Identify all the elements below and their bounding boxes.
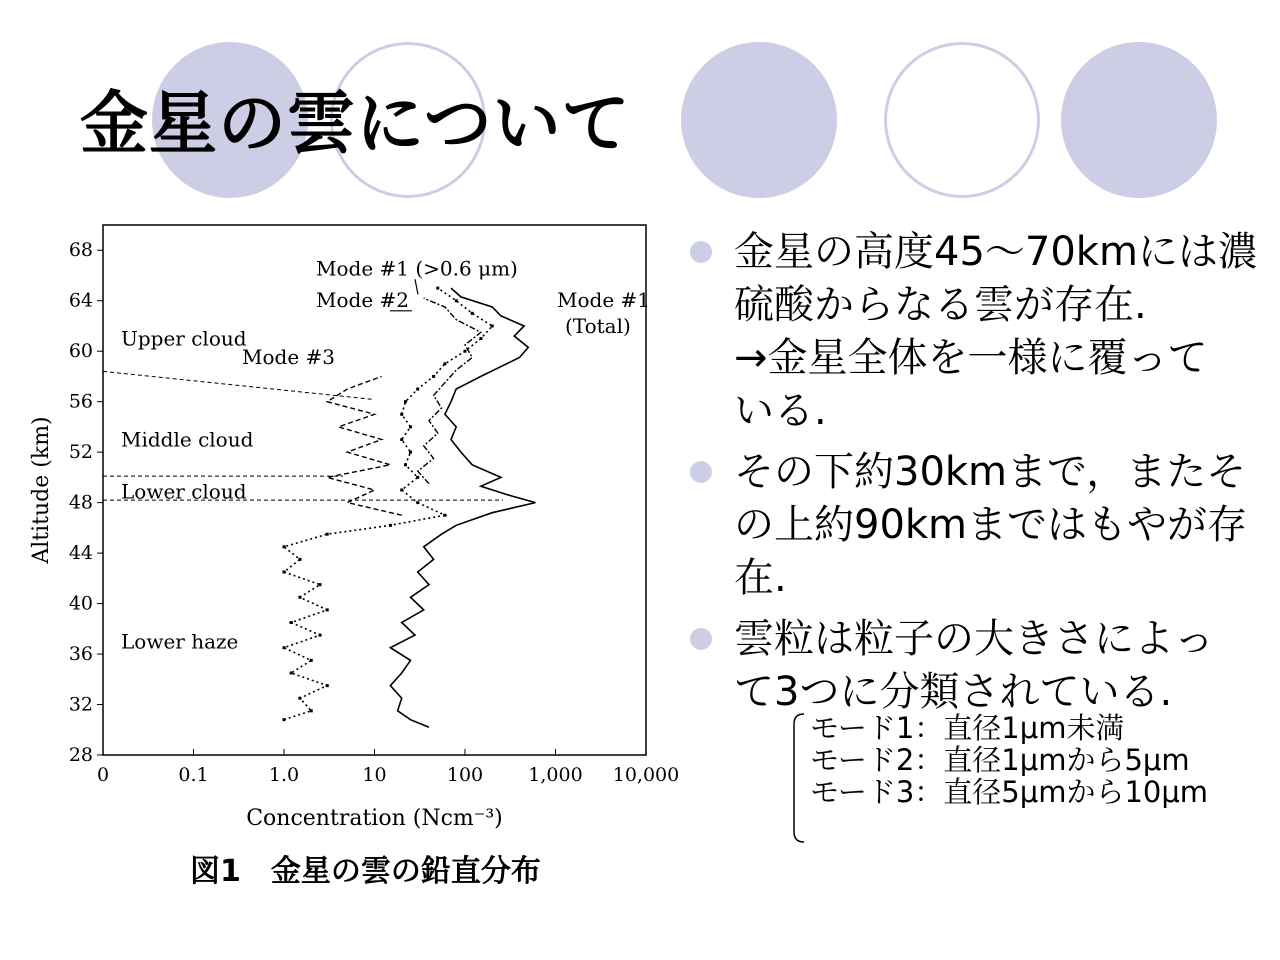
mode-list <box>790 712 1208 808</box>
series-point <box>455 299 458 302</box>
y-tick-label: 68 <box>68 239 93 262</box>
series-point <box>310 709 313 712</box>
bullet-line: いる. <box>734 388 827 434</box>
series-point <box>404 463 407 466</box>
slide-title: 金星の雲について <box>80 85 631 164</box>
series-point <box>319 634 322 637</box>
annotation-label: Mode #1 (>0.6 μm) <box>316 256 518 281</box>
x-tick-label: 0.1 <box>178 764 209 786</box>
mode-item-3: モード3：直径5μmから10μm <box>810 775 1209 809</box>
bullet-line: その下約30kmまで，またそ <box>734 449 1247 495</box>
series-point <box>389 524 392 527</box>
bullet-item-2 <box>690 446 1260 605</box>
series-point <box>298 697 301 700</box>
bullet-line: て3つに分類されている. <box>734 669 1173 715</box>
y-tick-label: 44 <box>68 542 93 565</box>
decor-circle-5 <box>1061 42 1217 198</box>
series-point <box>471 312 474 315</box>
bullet-item-1 <box>690 226 1260 438</box>
y-tick-label: 48 <box>68 491 93 514</box>
region-label: Lower cloud <box>121 479 247 504</box>
x-axis-label: Concentration (Ncm⁻³) <box>246 806 503 831</box>
series-point <box>443 362 446 365</box>
y-tick-label: 60 <box>68 340 93 363</box>
bullet-line: 雲粒は粒子の大きさによっ <box>734 616 1214 662</box>
x-tick-label: 100 <box>446 764 484 786</box>
annotation-label: Mode #1 (Total) <box>557 288 650 339</box>
bullet-dot-icon <box>690 461 712 483</box>
series-point <box>310 659 313 662</box>
series-point <box>436 287 439 290</box>
x-tick-label: 1,000 <box>528 764 583 786</box>
series-point <box>298 558 301 561</box>
altitude-concentration-chart <box>20 218 680 838</box>
series-point <box>404 400 407 403</box>
series-point <box>283 545 286 548</box>
series-point <box>319 583 322 586</box>
mode-item-2: モード2：直径1μmから5μm <box>810 743 1190 777</box>
series-point <box>283 646 286 649</box>
annotation-label: Mode #2 <box>316 288 409 313</box>
decor-circle-4 <box>884 42 1040 198</box>
region-label: Upper cloud <box>121 326 247 351</box>
decor-circle-3 <box>681 42 837 198</box>
y-tick-label: 32 <box>68 693 93 716</box>
series-point <box>290 671 293 674</box>
x-tick-label: 10 <box>362 764 387 786</box>
bullet-line: 在. <box>734 555 787 601</box>
series-point <box>400 438 403 441</box>
bullet-line: の上約90kmまではもやが存 <box>734 502 1248 548</box>
region-label: Middle cloud <box>121 427 254 452</box>
bullet-dot-icon <box>690 628 712 650</box>
bullet-list <box>690 226 1260 727</box>
series-point <box>416 501 419 504</box>
figure-caption: 図1 金星の雲の鉛直分布 <box>190 854 541 889</box>
series-point <box>290 621 293 624</box>
series-point <box>298 596 301 599</box>
annotation-label: Mode #3 <box>242 344 335 369</box>
y-tick-label: 28 <box>68 744 93 766</box>
series-point <box>400 489 403 492</box>
series-point <box>400 413 403 416</box>
series-point <box>409 425 412 428</box>
x-tick-label: 10,000 <box>612 764 680 786</box>
series-point <box>432 375 435 378</box>
series-point <box>326 684 329 687</box>
series-point <box>416 388 419 391</box>
series-point <box>479 337 482 340</box>
series-point <box>491 324 494 327</box>
bullet-item-3 <box>690 613 1260 719</box>
y-tick-label: 52 <box>68 441 93 464</box>
series-point <box>443 514 446 517</box>
series-point <box>326 533 329 536</box>
region-label: Lower haze <box>121 629 239 654</box>
series-point <box>283 571 286 574</box>
y-tick-label: 36 <box>68 643 93 666</box>
y-axis-label: Altitude (km) <box>29 416 54 564</box>
series-point <box>283 718 286 721</box>
series-point <box>326 608 329 611</box>
mode-item-1: モード1：直径1μm未満 <box>810 711 1125 745</box>
x-tick-label: 0 <box>96 764 110 786</box>
y-tick-label: 64 <box>68 289 93 312</box>
y-tick-label: 40 <box>68 592 93 615</box>
bullet-line: 金星の高度45〜70kmには濃 <box>734 229 1258 275</box>
x-tick-label: 1.0 <box>268 764 300 786</box>
y-tick-label: 56 <box>68 390 93 413</box>
series-point <box>416 476 419 479</box>
bullet-line: 硫酸からなる雲が存在. <box>734 282 1147 328</box>
series-point <box>464 350 467 353</box>
series-point <box>409 451 412 454</box>
left-brace-icon <box>790 712 806 844</box>
bullet-line: →金星全体を一様に覆って <box>734 335 1208 381</box>
bullet-dot-icon <box>690 241 712 263</box>
